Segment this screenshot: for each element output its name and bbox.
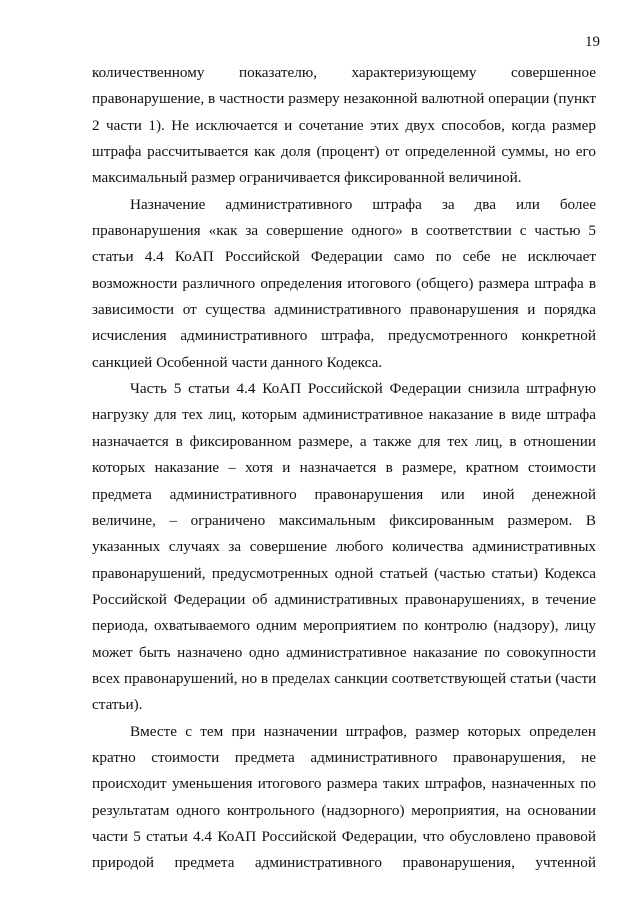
text-line: назначается в фиксированном размере, а также для тех лиц, в отношении [92, 432, 596, 450]
text-line: зависимости от существа административного правонарушения и порядка [92, 301, 596, 319]
text-line: всех правонарушений, но в пределах санкции соответствующей статьи (части [92, 669, 597, 687]
paragraph-2 [92, 192, 596, 376]
text-line: правонарушений, предусмотренных одной статьей (частью статьи) Кодекса [92, 564, 596, 582]
text-line: правонарушения «как за совершение одного» в соответствии с частью 5 [92, 222, 596, 240]
text-line: природой предмета административного правонарушения, учтенной [92, 854, 596, 872]
page-number: 19 [585, 34, 600, 50]
text-line: возможности различного определения итогового (общего) размера штрафа в [92, 274, 596, 292]
paragraph-3 [92, 376, 596, 718]
text-line: правонарушение, в частности размеру незаконной валютной операции (пункт [92, 90, 596, 108]
text-line: может быть назначено одно административное наказание по совокупности [92, 643, 596, 661]
text-line: происходит уменьшения итогового размера таких штрафов, назначенных по [92, 775, 596, 793]
text-line: статьи 4.4 КоАП Российской Федерации само по себе не исключает [92, 248, 596, 266]
text-line: предмета административного правонарушения или иной денежной [92, 485, 596, 503]
text-line: результатам одного контрольного (надзорного) мероприятия, на основании [92, 801, 596, 819]
text-line: Назначение административного штрафа за два или более [130, 195, 596, 213]
text-line: максимальный размер ограничивается фиксированной величиной. [92, 169, 522, 187]
text-line: кратно стоимости предмета административного правонарушения, не [92, 748, 596, 766]
text-line: указанных случаях за совершение любого количества административных [92, 538, 596, 556]
text-line: статьи). [92, 696, 143, 714]
text-line: которых наказание – хотя и назначается в размере, кратном стоимости [92, 459, 596, 477]
text-line: периода, охватываемого одним мероприятием по контролю (надзору), лицу [92, 617, 596, 635]
text-line: величине, – ограничено максимальным фиксированным размером. В [92, 511, 596, 529]
text-line: санкцией Особенной части данного Кодекса. [92, 353, 383, 371]
text-line: количественному показателю, характеризующему совершенное [92, 64, 596, 81]
text-line: Часть 5 статьи 4.4 КоАП Российской Федерации снизила штрафную [130, 380, 596, 398]
paragraph-4 [92, 719, 596, 877]
text-line: нагрузку для тех лиц, которым административное наказание в виде штрафа [92, 406, 596, 424]
document-body [92, 60, 596, 877]
text-line: штрафа рассчитывается как доля (процент) от определенной суммы, но его [92, 143, 596, 161]
paragraph-1 [92, 60, 596, 192]
text-line: части 5 статьи 4.4 КоАП Российской Федерации, что обусловлено правовой [92, 827, 596, 845]
text-line: Вместе с тем при назначении штрафов, размер которых определен [130, 722, 596, 740]
text-line: исчисления административного штрафа, предусмотренного конкретной [92, 327, 596, 345]
text-line: 2 части 1). Не исключается и сочетание этих двух способов, когда размер [92, 116, 596, 134]
text-line: Российской Федерации об административных правонарушениях, в течение [92, 590, 596, 608]
